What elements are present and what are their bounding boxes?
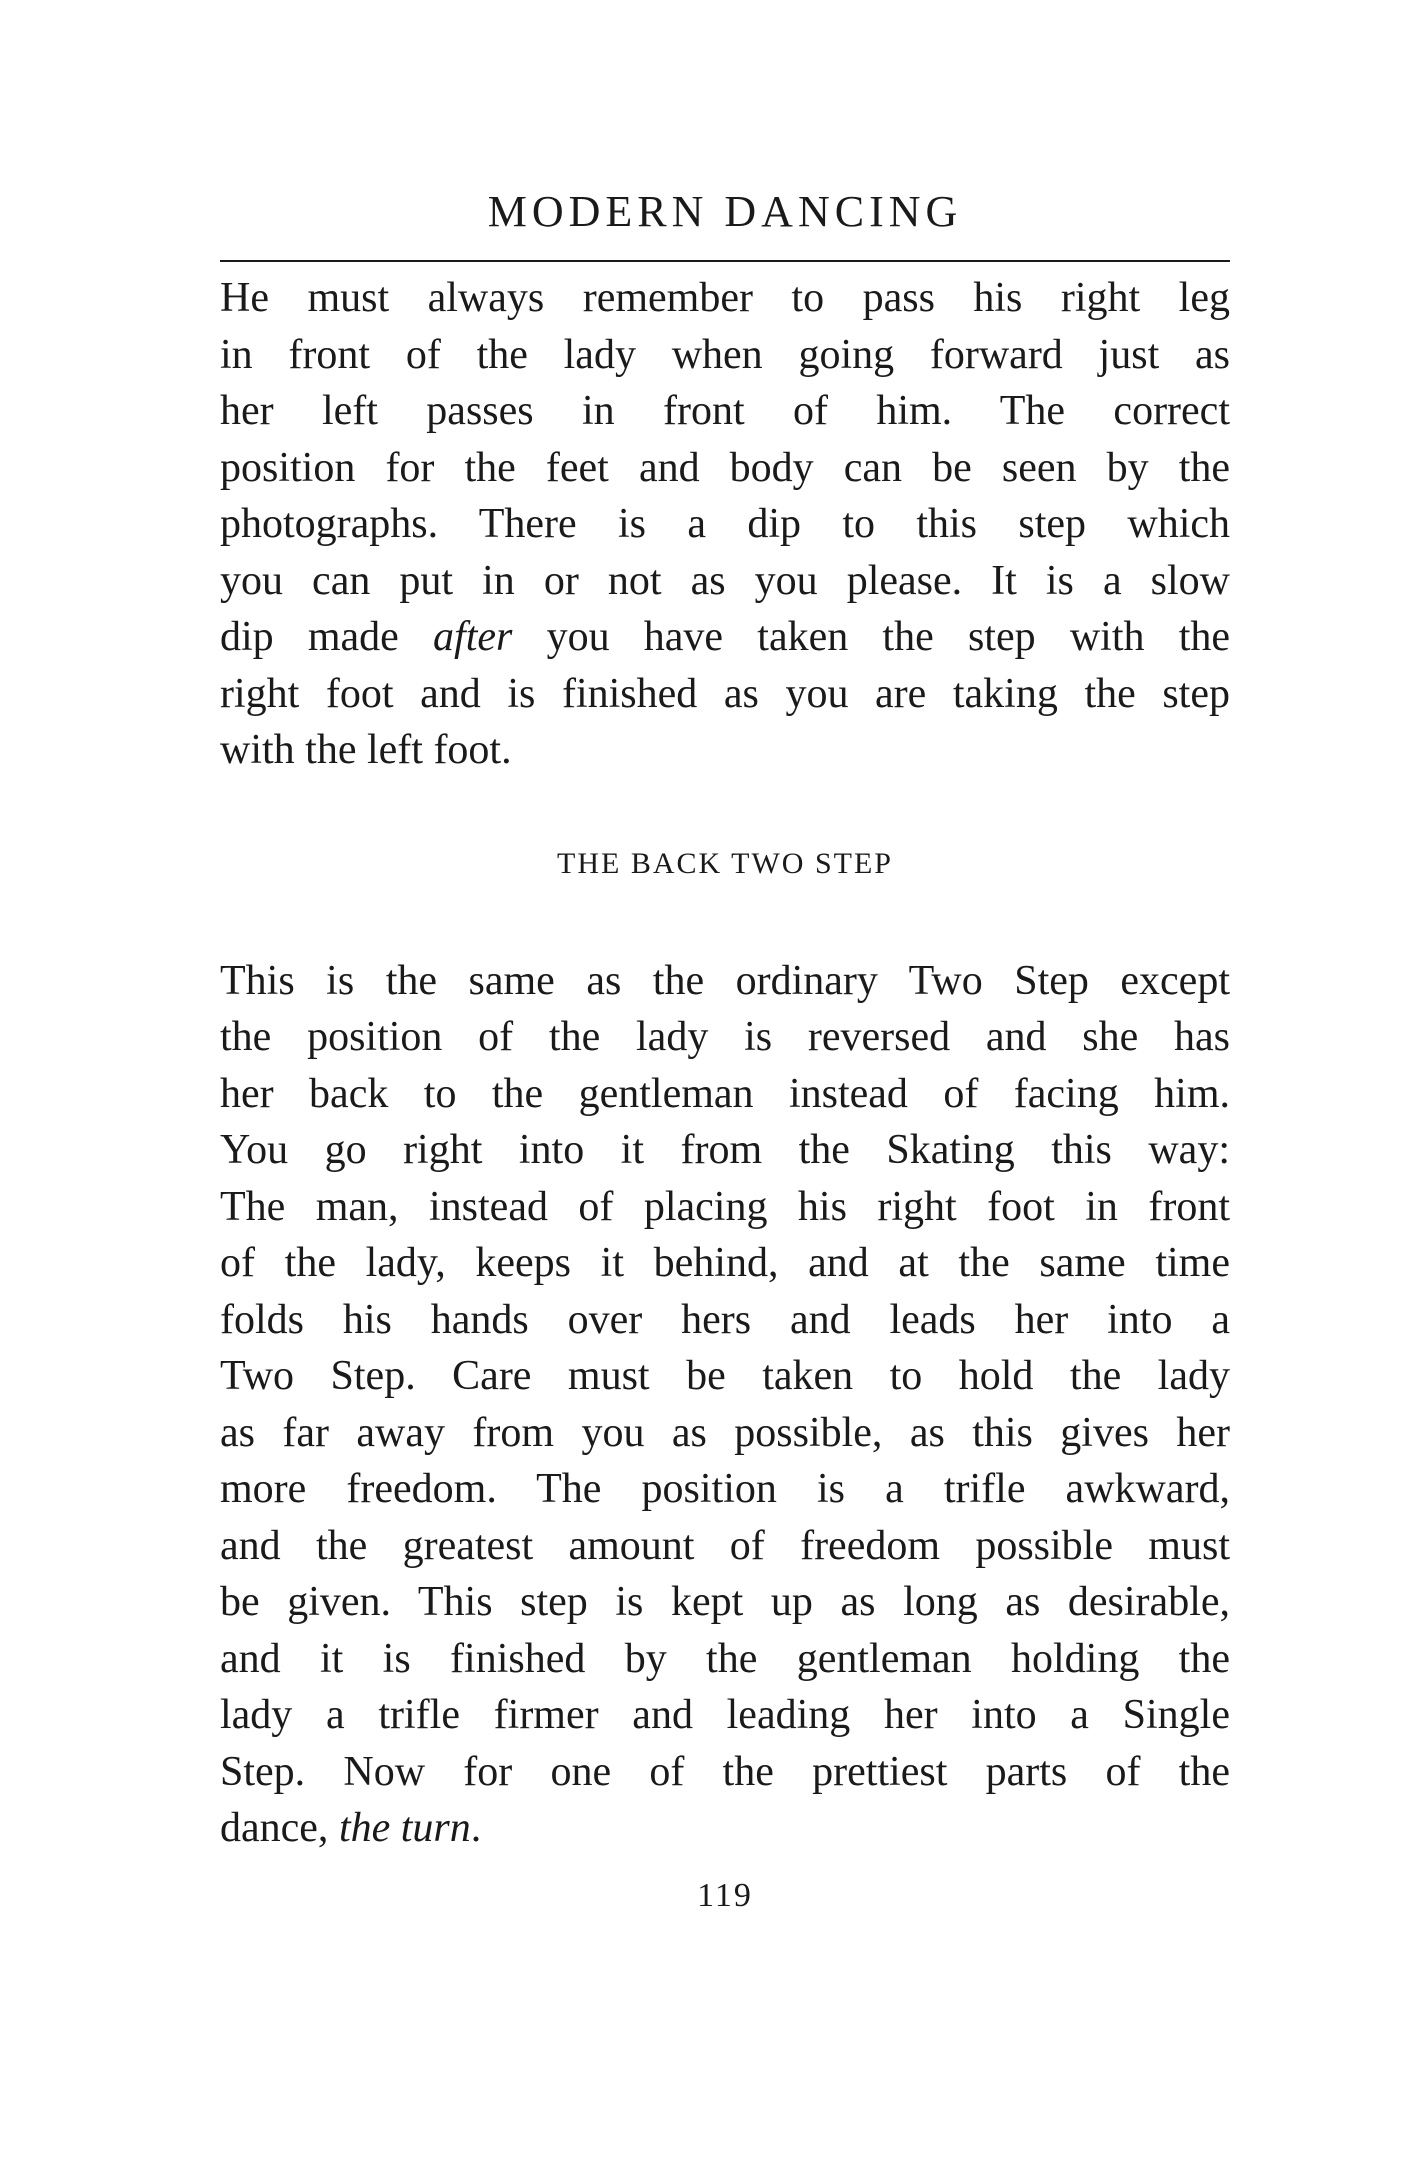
text-fragment: . [470, 1805, 482, 1851]
text-line: position for the feet and body can be seen by the [220, 444, 1230, 491]
text-line: be given. This step is kept up as long as desirable, [220, 1579, 1230, 1625]
text-line: lady a trifle firmer and leading her into a Single [220, 1692, 1230, 1738]
text-line: and the greatest amount of freedom possible must [220, 1522, 1230, 1569]
text-fragment: dip made [220, 614, 434, 660]
page-number: 119 [697, 1876, 753, 1914]
text-line: Step. Now for one of the prettiest parts of the [220, 1748, 1230, 1795]
text-line: her back to the gentleman instead of facing him. [220, 1070, 1230, 1117]
text-line: in front of the lady when going forward just as [220, 331, 1230, 378]
text-line-with-emphasis [220, 609, 1230, 666]
text-line: folds his hands over hers and leads her into a [220, 1296, 1230, 1343]
text-line: you can put in or not as you please. It is a slow [220, 557, 1230, 604]
text-line: her left passes in front of him. The correct [220, 388, 1230, 434]
text-line: the position of the lady is reversed and she has [220, 1014, 1230, 1060]
running-head: MODERN DANCING [487, 187, 963, 236]
text-line: You go right into it from the Skating this way: [220, 1127, 1230, 1173]
text-line: Two Step. Care must be taken to hold the lady [220, 1353, 1230, 1399]
text-line: This is the same as the ordinary Two Step except [220, 957, 1230, 1004]
text-fragment: you have taken the step with the [512, 614, 1231, 660]
paragraph-1 [220, 270, 1230, 779]
text-fragment: dance, [220, 1805, 339, 1851]
text-line: photographs. There is a dip to this step which [220, 501, 1230, 547]
section-heading: THE BACK TWO STEP [557, 846, 893, 880]
text-line: He must always remember to pass his right leg [220, 275, 1230, 321]
emphasis-after: after [433, 614, 513, 660]
text-line: more freedom. The position is a trifle awkward, [220, 1466, 1230, 1512]
book-page [220, 187, 1231, 1915]
text-line: with the left foot. [220, 727, 512, 773]
text-line: and it is finished by the gentleman holding the [220, 1635, 1230, 1682]
text-line: of the lady, keeps it behind, and at the same time [220, 1240, 1230, 1286]
text-line: as far away from you as possible, as this gives her [220, 1409, 1230, 1456]
emphasis-the-turn: the turn [338, 1805, 471, 1851]
text-line: The man, instead of placing his right foot in front [220, 1183, 1230, 1230]
paragraph-2 [220, 953, 1230, 1857]
header-rule [220, 260, 1230, 262]
text-line: right foot and is finished as you are taking the step [220, 670, 1230, 717]
text-line-with-emphasis [220, 1800, 1230, 1857]
